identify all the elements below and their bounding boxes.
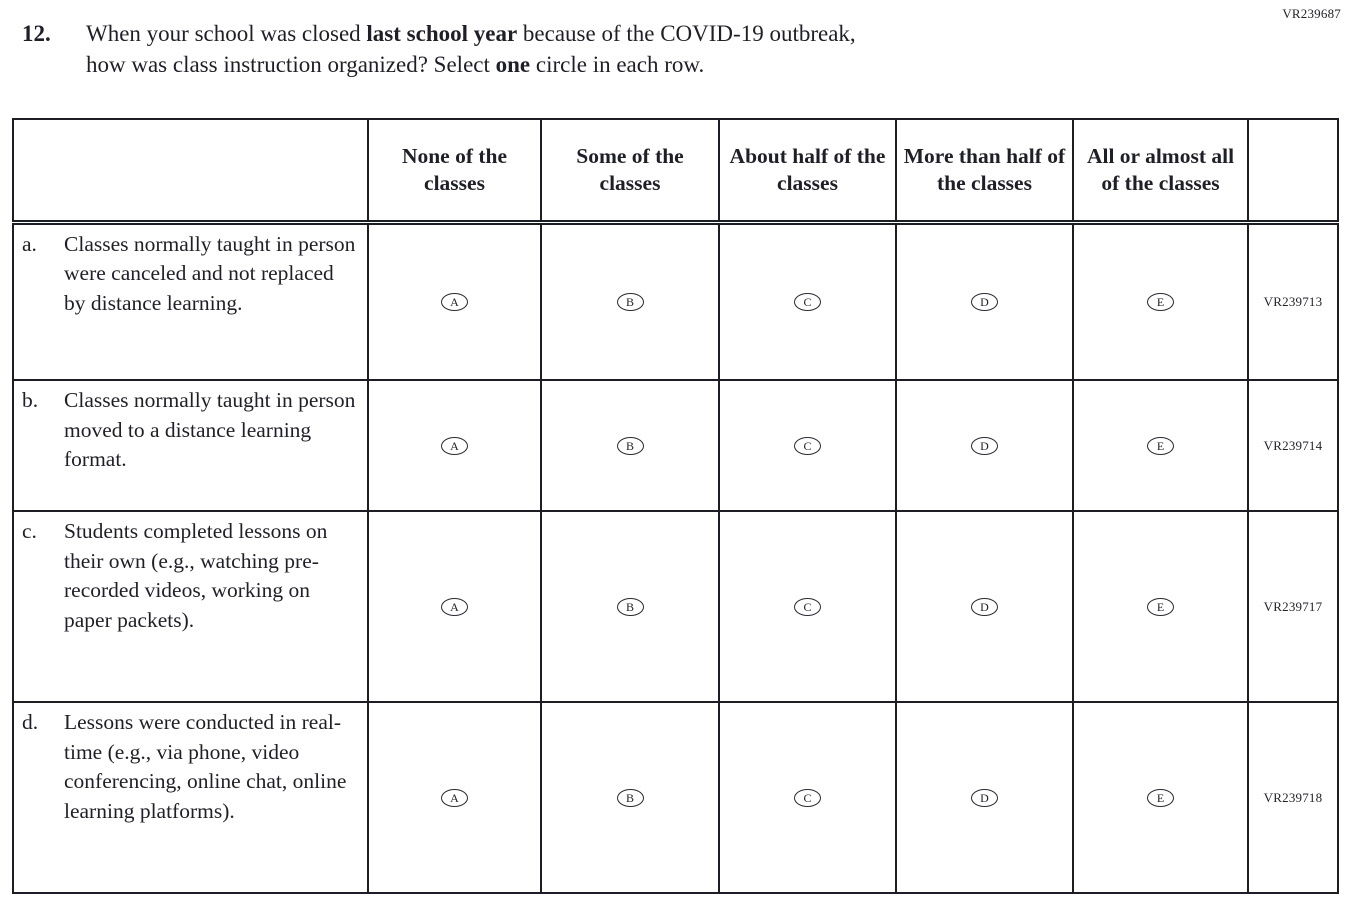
row-b-answer-bubble-c[interactable]: C [794,437,821,455]
row-a-option-cell-a [368,222,541,380]
table-row-c [13,511,1338,702]
row-c-option-cell-e [1073,511,1248,702]
row-c-option-cell-d [896,511,1073,702]
row-d-answer-bubble-c[interactable]: C [794,789,821,807]
row-d-answer-bubble-e[interactable]: E [1147,789,1174,807]
row-a-answer-bubble-c[interactable]: C [794,293,821,311]
row-c-text: Students completed lessons on their own (e.g., watching pre-recorded videos, working on paper packets). [64,519,328,632]
row-a-letter: a. [22,231,37,256]
row-d-answer-bubble-a[interactable]: A [441,789,468,807]
row-b-answer-bubble-e[interactable]: E [1147,437,1174,455]
row-b-stem [13,380,368,511]
header-code-cell [1248,119,1338,222]
row-d-option-cell-d [896,702,1073,893]
row-a-option-cell-e [1073,222,1248,380]
row-a-stem [13,222,368,380]
row-d-option-cell-b [541,702,719,893]
row-c-option-cell-b [541,511,719,702]
row-a-option-cell-d [896,222,1073,380]
column-header-about-half: About half of the classes [719,119,896,222]
question-line-1: When your school was closed last school year because of the COVID-19 outbreak, [86,21,856,46]
row-a-answer-bubble-a[interactable]: A [441,293,468,311]
row-b-option-cell-d [896,380,1073,511]
row-b-letter: b. [22,388,39,412]
header-empty-cell [13,119,368,222]
row-d-letter: d. [22,710,39,734]
row-b-text: Classes normally taught in person moved to a distance learning format. [64,388,356,471]
table-row-a [13,222,1338,380]
column-header-none: None of the classes [368,119,541,222]
row-d-stem [13,702,368,893]
row-a-answer-bubble-b[interactable]: B [617,293,644,311]
row-d-answer-bubble-b[interactable]: B [617,789,644,807]
row-c-option-cell-c [719,511,896,702]
row-c-letter: c. [22,519,37,543]
row-c-stem [13,511,368,702]
row-b-option-cell-a [368,380,541,511]
table-row-b [13,380,1338,511]
row-d-option-cell-a [368,702,541,893]
row-c-answer-bubble-b[interactable]: B [617,598,644,616]
column-header-some: Some of the classes [541,119,719,222]
page-code: VR239687 [1282,6,1341,21]
row-c-answer-bubble-a[interactable]: A [441,598,468,616]
row-b-answer-bubble-a[interactable]: A [441,437,468,455]
row-d-code: VR239718 [1248,702,1338,893]
row-c-option-cell-a [368,511,541,702]
row-c-answer-bubble-d[interactable]: D [971,598,998,616]
row-b-option-cell-b [541,380,719,511]
row-b-option-cell-c [719,380,896,511]
row-a-option-cell-c [719,222,896,380]
row-a-answer-bubble-e[interactable]: E [1147,293,1174,311]
row-a-answer-bubble-d[interactable]: D [971,293,998,311]
question-line-2: how was class instruction organized? Select one circle in each row. [86,52,705,77]
row-a-text: Classes normally taught in person were canceled and not replaced by distance learning. [64,231,356,315]
row-c-code: VR239717 [1248,511,1338,702]
row-a-code: VR239713 [1248,222,1338,380]
row-d-text: Lessons were conducted in real-time (e.g., via phone, video conferencing, online chat, online learning platforms). [64,710,347,823]
row-c-answer-bubble-c[interactable]: C [794,598,821,616]
question-text [86,18,856,80]
row-c-answer-bubble-e[interactable]: E [1147,598,1174,616]
row-b-answer-bubble-b[interactable]: B [617,437,644,455]
row-a-option-cell-b [541,222,719,380]
row-b-code: VR239714 [1248,380,1338,511]
row-d-answer-bubble-d[interactable]: D [971,789,998,807]
row-d-option-cell-e [1073,702,1248,893]
row-b-option-cell-e [1073,380,1248,511]
column-header-more-than-half: More than half of the classes [896,119,1073,222]
question-table [12,118,1339,894]
table-row-d [13,702,1338,893]
question-number: 12. [22,21,51,46]
header-row [13,119,1338,222]
row-d-option-cell-c [719,702,896,893]
row-b-answer-bubble-d[interactable]: D [971,437,998,455]
column-header-all: All or almost all of the classes [1073,119,1248,222]
question-block [22,18,856,80]
